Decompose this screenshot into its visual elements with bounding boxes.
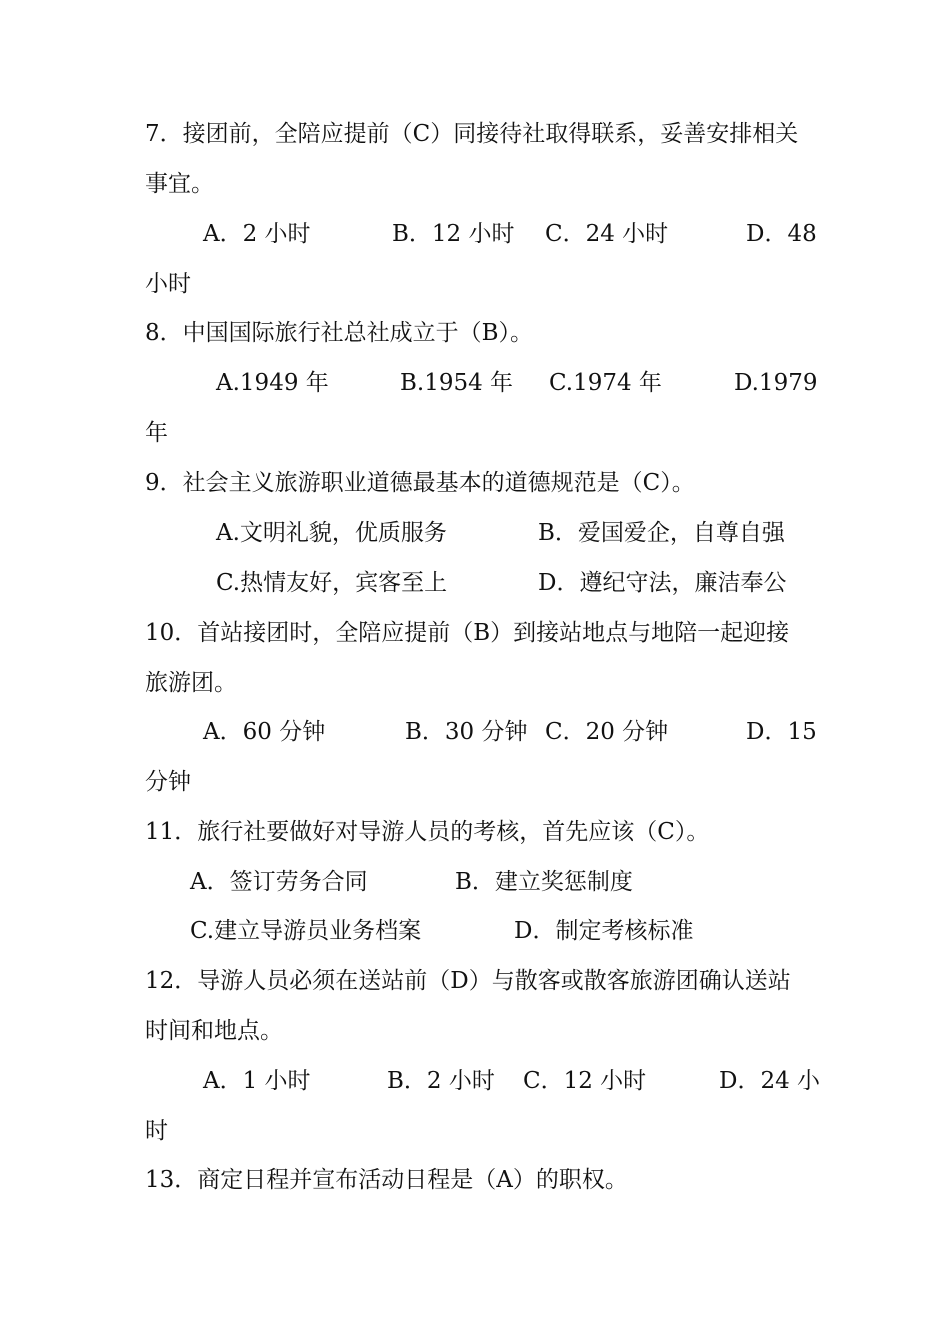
question-text: 社会主义旅游职业道德最基本的道德规范是（C）。	[182, 470, 695, 496]
option-a: A．2 小时	[203, 221, 311, 247]
question-12-stem	[145, 966, 791, 996]
question-7-stem	[145, 119, 798, 149]
option-d-cont: 时	[145, 1118, 168, 1144]
question-7-stem-cont: 事宜。	[145, 171, 214, 197]
option-b: B．爱国爱企，自尊自强	[538, 520, 785, 546]
option-a: A．60 分钟	[203, 719, 326, 745]
question-text: 商定日程并宣布活动日程是（A）的职权。	[197, 1167, 628, 1193]
option-d: D．制定考核标准	[514, 918, 694, 944]
option-d: D.1979	[734, 370, 818, 396]
question-number: 7．	[145, 121, 183, 147]
option-d-cont: 小时	[145, 271, 191, 297]
option-d-cont: 分钟	[145, 769, 191, 795]
option-a: A．签订劳务合同	[190, 869, 368, 895]
option-c: C.建立导游员业务档案	[190, 918, 422, 944]
option-a: A.1949 年	[216, 370, 329, 396]
option-d: D．48	[746, 221, 817, 247]
option-c: C.热情友好，宾客至上	[216, 570, 448, 596]
question-text: 导游人员必须在送站前（D）与散客或散客旅游团确认送站	[197, 968, 791, 994]
question-number: 9．	[145, 470, 183, 496]
option-a: A.文明礼貌，优质服务	[216, 520, 447, 546]
option-c: C．20 分钟	[545, 719, 669, 745]
question-11-stem	[145, 817, 709, 847]
question-13-stem	[145, 1165, 628, 1195]
question-10-stem	[145, 618, 789, 648]
option-d: D．15	[746, 719, 817, 745]
option-c: C.1974 年	[549, 370, 662, 396]
question-12-stem-cont: 时间和地点。	[145, 1018, 283, 1044]
question-number: 12．	[145, 968, 198, 994]
option-b: B.1954 年	[400, 370, 514, 396]
question-text: 首站接团时，全陪应提前（B）到接站地点与地陪一起迎接	[197, 620, 790, 646]
option-b: B．12 小时	[392, 221, 515, 247]
option-c: C．12 小时	[523, 1068, 647, 1094]
option-d: D．遵纪守法，廉洁奉公	[538, 570, 787, 596]
question-8-stem	[145, 318, 533, 348]
option-b: B．2 小时	[387, 1068, 495, 1094]
question-number: 8．	[145, 320, 183, 346]
question-number: 10．	[145, 620, 198, 646]
option-d: D．24 小	[719, 1068, 821, 1094]
option-b: B．30 分钟	[405, 719, 528, 745]
question-number: 11．	[145, 819, 198, 845]
option-a: A．1 小时	[203, 1068, 311, 1094]
question-10-stem-cont: 旅游团。	[145, 670, 237, 696]
question-9-stem	[145, 468, 695, 498]
option-c: C．24 小时	[545, 221, 669, 247]
question-text: 旅行社要做好对导游人员的考核，首先应该（C）。	[197, 819, 710, 845]
question-text: 中国国际旅行社总社成立于（B）。	[182, 320, 534, 346]
question-text: 接团前，全陪应提前（C）同接待社取得联系，妥善安排相关	[182, 121, 799, 147]
option-d-cont: 年	[145, 420, 168, 446]
question-number: 13．	[145, 1167, 198, 1193]
option-b: B．建立奖惩制度	[455, 869, 633, 895]
